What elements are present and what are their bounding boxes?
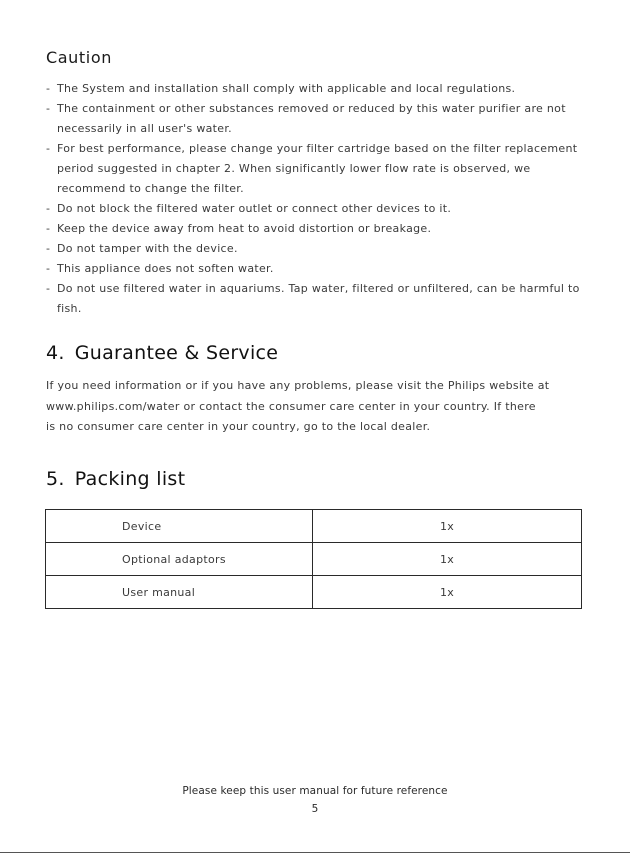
caution-item-text: This appliance does not soften water.: [57, 262, 274, 275]
bullet-dash: -: [46, 202, 51, 215]
bullet-dash: -: [46, 262, 51, 275]
item-cell: Optional adaptors: [46, 543, 313, 576]
caution-item: [46, 279, 591, 319]
caution-item-text: Do not use filtered water in aquariums. Tap water, filtered or unfiltered, can be harmful to fish.: [57, 282, 580, 315]
section-title: Guarantee & Service: [74, 342, 279, 364]
table-row: [46, 576, 582, 609]
paragraph-line: is no consumer care center in your country, go to the local dealer.: [46, 420, 431, 433]
paragraph-line: If you need information or if you have any problems, please visit the Philips website at: [46, 379, 550, 392]
bullet-dash: -: [46, 142, 51, 155]
packing-heading: [46, 468, 185, 490]
qty-cell: 1x: [313, 543, 582, 576]
item-cell: Device: [46, 510, 313, 543]
caution-item-text: The System and installation shall comply with applicable and local regulations.: [57, 82, 516, 95]
caution-item-text: The containment or other substances removed or reduced by this water purifier are not necessarily in all user's water.: [57, 102, 566, 135]
guarantee-heading: [46, 342, 278, 364]
table-row: [46, 543, 582, 576]
section-number: 4.: [46, 342, 65, 364]
caution-item: [46, 139, 591, 199]
guarantee-paragraph: [46, 376, 591, 438]
bottom-rule: [0, 852, 630, 853]
page-number: 5: [311, 803, 319, 815]
qty-cell: 1x: [313, 576, 582, 609]
bullet-dash: -: [46, 242, 51, 255]
qty-cell: 1x: [313, 510, 582, 543]
paragraph-line: www.philips.com/water or contact the consumer care center in your country. If there: [46, 399, 536, 413]
footer-note: Please keep this user manual for future reference: [182, 785, 448, 797]
caution-item-text: Do not block the filtered water outlet or connect other devices to it.: [57, 202, 452, 215]
caution-item: [46, 259, 591, 279]
packing-table: [45, 509, 582, 609]
item-cell: User manual: [46, 576, 313, 609]
caution-item: [46, 239, 591, 259]
caution-item: [46, 99, 591, 139]
bullet-dash: -: [46, 222, 51, 235]
caution-heading: Caution: [46, 48, 112, 67]
section-title: Packing list: [74, 468, 186, 490]
caution-item: [46, 79, 591, 99]
bullet-dash: -: [46, 102, 51, 115]
caution-item-text: For best performance, please change your filter cartridge based on the filter replacement period suggested in chapter 2. When significantly lower flow rate is observed, we recommend to change the filter.: [57, 142, 578, 195]
bullet-dash: -: [46, 82, 51, 95]
caution-list: [46, 79, 591, 319]
caution-item: [46, 219, 591, 239]
section-number: 5.: [46, 468, 65, 490]
caution-item-text: Keep the device away from heat to avoid distortion or breakage.: [57, 222, 432, 235]
caution-item: [46, 199, 591, 219]
table-row: [46, 510, 582, 543]
bullet-dash: -: [46, 282, 51, 295]
caution-item-text: Do not tamper with the device.: [57, 242, 238, 255]
